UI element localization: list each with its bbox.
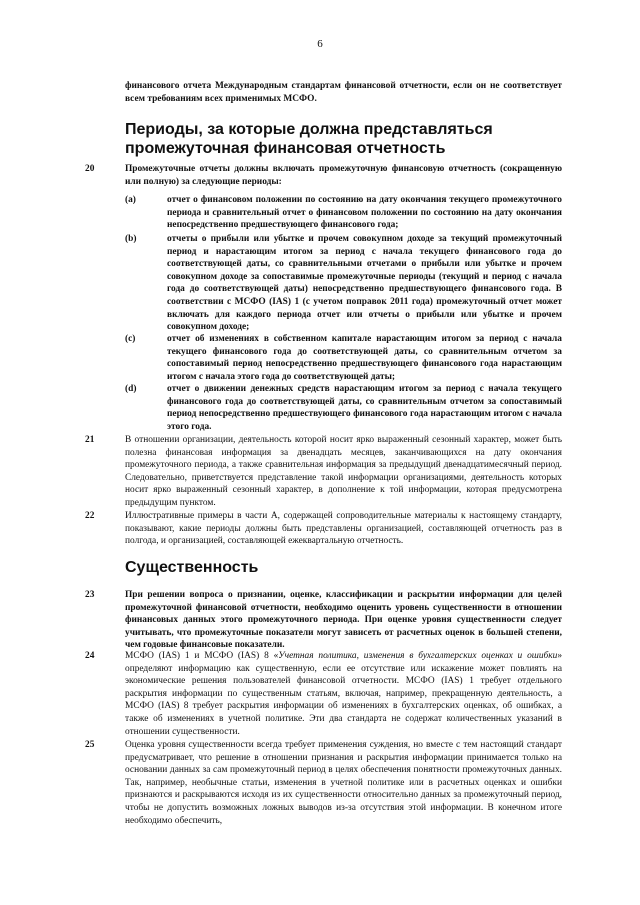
- text-segment: МСФО (IAS) 1 и МСФО (IAS) 8 «: [125, 651, 279, 661]
- list-text: отчет о движении денежных средств нарастающим итогом за период с начала текущего финансового года до соответствующей даты, со сравнительным отчетом за сопоставимый период непосредственно предшествующего финансового года нарастающим итогом с начала этого года.: [167, 384, 562, 432]
- paragraph-21: [85, 434, 562, 510]
- list-item-c: [125, 333, 562, 383]
- list-label: (a): [125, 195, 136, 205]
- list-text: отчеты о прибыли или убытке и прочем совокупном доходе за текущий промежуточный период и нарастающим итогом за период с начала текущего финансового года до соответствующей даты, со сравнительными отчетами о прибыли или убытке и прочем совокупном доходе за сопоставимые промежуточные периоды (текущий и период с начала года до соответствующей даты) непосредственно предшествующего финансового года. В соответствии с МСФО (IAS) 1 (с учетом поправок 2011 года) промежуточный отчет может включать для каждого периода отчет или отчеты о прибыли или убытке и прочем совокупном доходе;: [167, 234, 562, 333]
- paragraph-text: При решении вопроса о признании, оценке, классификации и раскрытии информации для целей промежуточной финансовой отчетности, необходимо оценить уровень существенности в отношении финансовых данных этого промежуточного периода. При оценке уровня существенности следует учитывать, что промежуточные показатели могут зависеть от расчетных оценок в большей степени, чем годовые финансовые показатели.: [125, 590, 562, 651]
- paragraph-number: 23: [85, 590, 95, 600]
- italic-title: Учетная политика, изменения в бухгалтерских оценках и ошибки: [278, 651, 558, 661]
- intro-paragraph: финансового отчета Международным стандартам финансовой отчетности, если он не соответствует всем требованиям всех применимых МСФО.: [125, 81, 562, 104]
- page-number: 6: [317, 38, 323, 50]
- list-label: (d): [125, 384, 137, 394]
- paragraph-text: Промежуточные отчеты должны включать промежуточную финансовую отчетность (сокращенную или полную) за следующие периоды:: [125, 164, 562, 187]
- paragraph-number: 20: [85, 164, 95, 174]
- paragraph-20: [85, 163, 562, 188]
- list-text: отчет о финансовом положении по состоянию на дату окончания текущего промежуточного периода и сравнительный отчет о финансовом положении по состоянию на дату окончания непосредственно предшествующего финансового года;: [167, 195, 562, 231]
- paragraph-number: 21: [85, 435, 95, 445]
- paragraph-number: 25: [85, 740, 95, 750]
- paragraph-text: Оценка уровня существенности всегда требует применения суждения, но вместе с тем настоящий стандарт предусматривает, что решение в отношении признания и раскрытия информации принимается только на основании данных за сам промежуточный период в целях обеспечения понятности промежуточных данных. Так, например, необычные статьи, изменения в учетной политике или в расчетных оценках и ошибки признаются и раскрываются исходя из их существенности относительно данных за промежуточный период, чтобы не допустить возможных ложных выводов из-за отсутствия этой информации. В конечном итоге необходимо обеспечить,: [125, 740, 562, 826]
- paragraph-text: Иллюстративные примеры в части А, содержащей сопроводительные материалы к настоящему стандарту, показывают, какие периоды должны быть представлены организацией, составляющей отчетность раз в полгода, и организацией, составляющей ежеквартальную отчетность.: [125, 511, 562, 547]
- section-heading-materiality: Существенность: [125, 559, 259, 576]
- paragraph-text: В отношении организации, деятельность которой носит ярко выраженный сезонный характер, может быть полезна финансовая информация за двенадцать месяцев, заканчивающихся на дату окончания промежуточного периода, а также сравнительная информация за предыдущий двенадцатимесячный период. Следовательно, приветствуется представление такой информации организациями, деятельность которых носит ярко выраженный сезонный характер, в дополнение к той информации, которая предусмотрена предыдущим пунктом.: [125, 435, 562, 508]
- paragraph-24: [85, 650, 562, 738]
- paragraph-23: [85, 589, 562, 652]
- paragraph-text: [125, 650, 562, 738]
- list-label: (c): [125, 334, 136, 344]
- paragraph-22: [85, 510, 562, 548]
- list-item-d: [125, 383, 562, 433]
- section-heading-periods: Периоды, за которые должна представляться промежуточная финансовая отчетность: [125, 121, 493, 157]
- paragraph-25: [85, 739, 562, 827]
- list-item-b: [125, 233, 562, 334]
- paragraph-number: 24: [85, 651, 95, 661]
- paragraph-number: 22: [85, 511, 95, 521]
- text-segment: » определяют информацию как существенную, если ее отсутствие или искажение может повлиять на экономические решения пользователей финансовой отчетности. МСФО (IAS) 1 требует отдельного раскрытия информации по существенным статьям, включая, например, прекращенную деятельность, а МСФО (IAS) 8 требует раскрытия информации об изменениях в бухгалтерских оценках, об ошибках, а также об изменениях в учетной политике. Эти два стандарта не содержат количественных указаний в отношении существенности.: [125, 651, 562, 737]
- list-label: (b): [125, 234, 137, 244]
- list-item-a: [125, 194, 562, 232]
- list-text: отчет об изменениях в собственном капитале нарастающим итогом за период с начала текущего финансового года до соответствующей даты, со сравнительным отчетом за сопоставимый период непосредственно предшествующего финансового года нарастающим итогом с начала этого года до соответствующей даты;: [167, 334, 562, 382]
